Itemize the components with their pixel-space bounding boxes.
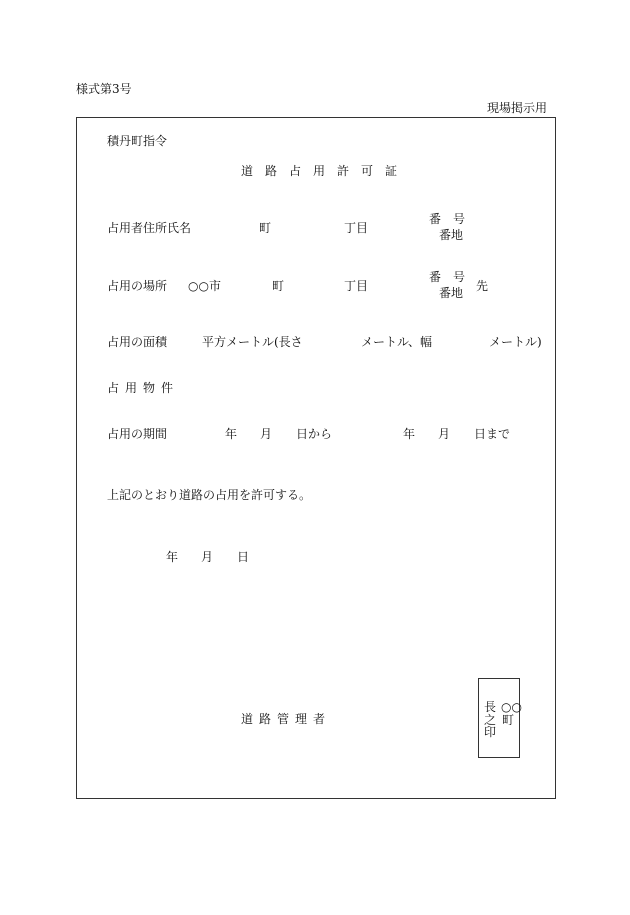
- period-day-from: 日から: [296, 427, 333, 441]
- posting-note: 現場掲示用: [487, 101, 548, 115]
- date-month: 月: [201, 550, 214, 564]
- occupant-town: 町: [259, 221, 272, 235]
- object-label: 占用物件: [107, 381, 180, 395]
- location-town: 町: [272, 279, 285, 293]
- period-year-from: 年: [225, 427, 238, 441]
- location-chome: 丁目: [344, 279, 369, 293]
- occupant-label: 占用者住所氏名: [107, 221, 192, 235]
- signer-label: 道路管理者: [241, 712, 332, 726]
- period-month-from: 月: [260, 427, 273, 441]
- form-number: 様式第3号: [76, 82, 132, 96]
- seal-box: [478, 678, 520, 758]
- seal-right-column: ○○町: [501, 700, 522, 727]
- period-label: 占用の期間: [107, 427, 168, 441]
- location-label: 占用の場所: [107, 279, 168, 293]
- issuer-label: 積丹町指令: [107, 134, 168, 148]
- date-year: 年: [166, 550, 179, 564]
- area-label: 占用の面積: [107, 335, 168, 349]
- period-month-until: 月: [438, 427, 451, 441]
- location-banchi-upper: 番 号: [429, 270, 466, 284]
- period-day-until: 日まで: [474, 427, 511, 441]
- area-unit-close: メートル): [489, 335, 542, 349]
- occupant-banchi-upper: 番 号: [429, 212, 466, 226]
- date-day: 日: [237, 550, 250, 564]
- area-unit-width: メートル、幅: [361, 335, 433, 349]
- period-year-until: 年: [403, 427, 416, 441]
- area-unit-sqm: 平方メートル(長さ: [202, 335, 303, 349]
- location-suffix: 先: [476, 279, 489, 293]
- location-banchi-lower: 番地: [439, 286, 464, 300]
- seal-left-column: 長之印: [483, 700, 496, 740]
- location-city: ○○市: [188, 279, 221, 293]
- permission-statement: 上記のとおり道路の占用を許可する。: [107, 488, 312, 502]
- page-title: 道路占用許可証: [241, 164, 410, 178]
- occupant-banchi-lower: 番地: [439, 228, 464, 242]
- occupant-chome: 丁目: [344, 221, 369, 235]
